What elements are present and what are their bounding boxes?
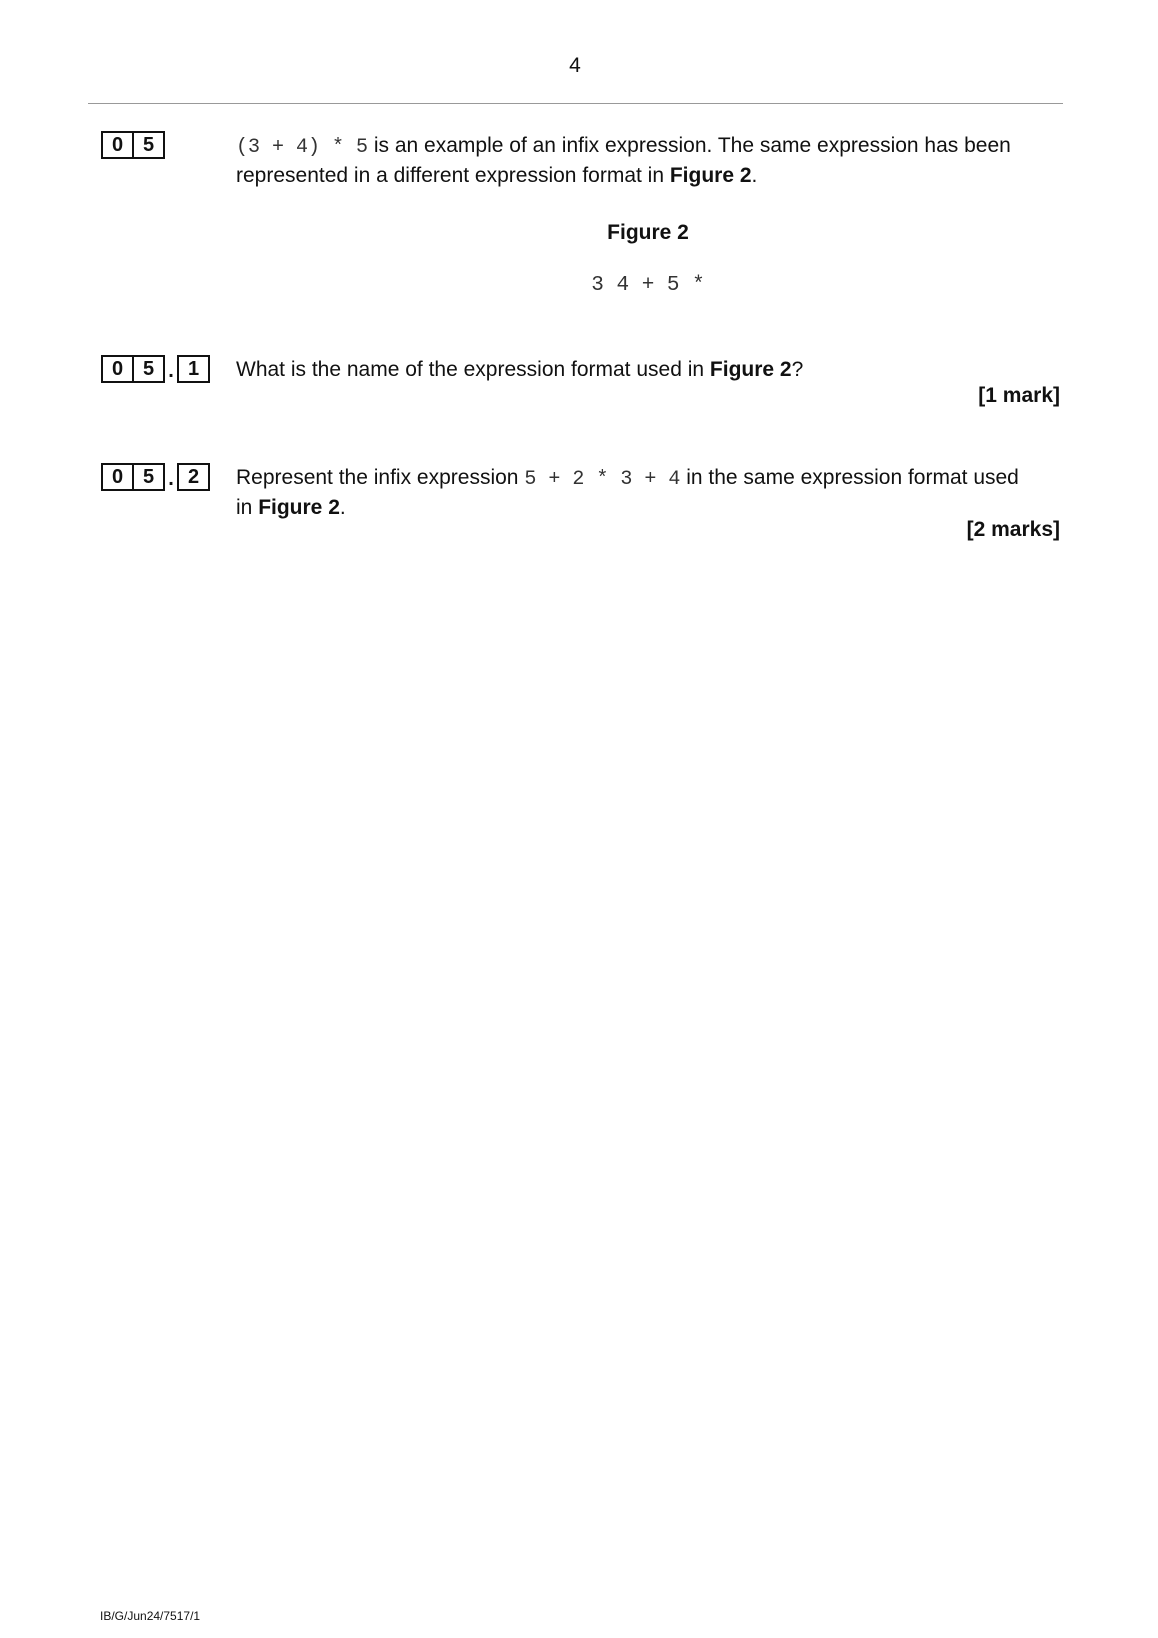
question-05-1-text <box>236 356 1066 384</box>
question-05-2-prompt-end: . <box>339 496 346 519</box>
question-number-digit: 5 <box>134 463 165 491</box>
question-05-2-text <box>236 464 1036 522</box>
header-divider <box>88 103 1063 104</box>
marks-label: [1 mark] <box>978 384 1060 407</box>
question-number-digit: 0 <box>101 463 134 491</box>
question-number-separator: . <box>168 468 174 490</box>
figure-reference: Figure 2 <box>709 358 792 381</box>
question-number-digit: 5 <box>134 355 165 383</box>
paper-code: IB/G/Jun24/7517/1 <box>100 1609 201 1623</box>
question-number-separator: . <box>168 360 174 382</box>
question-number-digit: 0 <box>101 131 134 159</box>
infix-expression: 5 + 2 * 3 + 4 <box>524 468 681 491</box>
question-05-1-number <box>101 355 210 383</box>
page-number: 4 <box>569 54 581 77</box>
question-05-2-number <box>101 463 210 491</box>
question-05-2-prompt-middle: in the same expression format used in <box>236 466 1019 519</box>
figure-expression: 3 4 + 5 * <box>591 274 705 297</box>
question-05-text-end: . <box>751 164 758 187</box>
question-number-digit: 5 <box>134 131 165 159</box>
question-05-text: is an example of an infix expression. The same expression has been represented in a different expression format in <box>236 134 1011 187</box>
question-05-1-prompt: What is the name of the expression format used in <box>236 358 710 381</box>
figure-title: Figure 2 <box>607 221 689 244</box>
question-05-1-prompt-end: ? <box>791 358 804 381</box>
question-number-digit: 0 <box>101 355 134 383</box>
question-05-2-prompt: Represent the infix expression <box>236 466 525 489</box>
question-number-digit: 1 <box>177 355 210 383</box>
figure-reference: Figure 2 <box>669 164 752 187</box>
question-05-intro <box>236 132 1066 190</box>
infix-expression: (3 + 4) * 5 <box>236 136 369 159</box>
marks-label: [2 marks] <box>966 518 1060 541</box>
question-05-number <box>101 131 165 159</box>
figure-reference: Figure 2 <box>258 496 340 519</box>
question-number-digit: 2 <box>177 463 210 491</box>
